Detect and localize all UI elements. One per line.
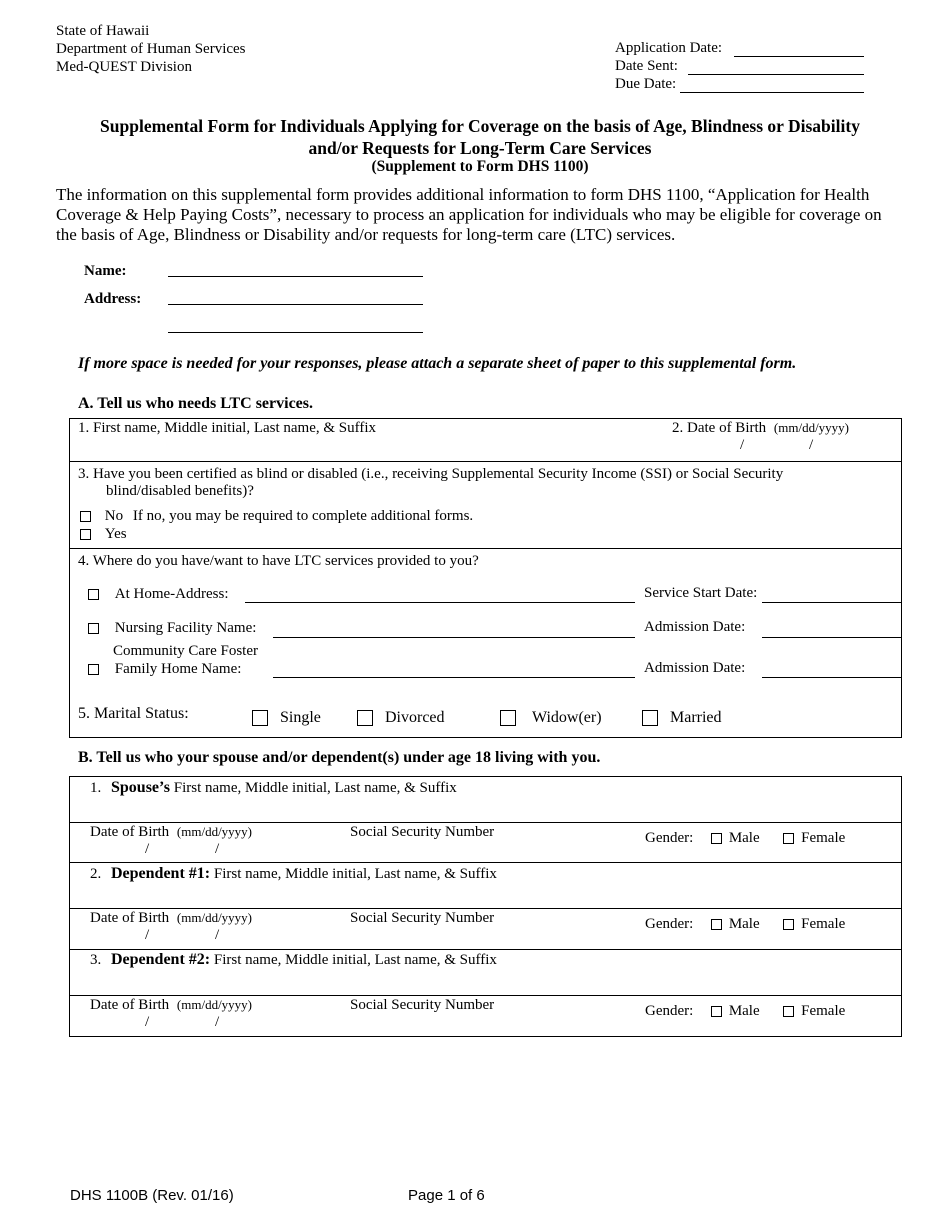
intro-paragraph — [56, 185, 882, 245]
row-divider — [70, 862, 901, 863]
q3-line-1: 3. Have you been certified as blind or disabled (i.e., receiving Supplemental Security Income (SSI) or Social Security — [78, 466, 784, 482]
spouse-bold-label: Spouse’s — [111, 779, 170, 796]
marital-option-married[interactable] — [642, 709, 722, 727]
dob-label: Date of Birth — [90, 997, 170, 1013]
admission-label-1: Admission Date: — [644, 619, 746, 635]
dependent-1-number: 2. — [90, 866, 102, 882]
address-field-line-2[interactable] — [168, 332, 423, 333]
title-line-1: Supplemental Form for Individuals Applying for Coverage on the basis of Age, Blindness or Disability — [100, 116, 860, 136]
agency-block — [56, 22, 246, 76]
agency-state: State of Hawaii — [56, 23, 150, 39]
intro-line-3: the basis of Age, Blindness or Disability and/or requests for long-term care (LTC) services. — [56, 225, 676, 244]
gender-label: Gender: — [645, 830, 694, 846]
due-date-field[interactable] — [680, 92, 864, 93]
q3-yes-label: Yes — [104, 526, 127, 542]
address-field-line-1[interactable] — [168, 304, 423, 305]
row-divider — [70, 548, 901, 549]
female-label: Female — [801, 830, 846, 846]
application-date-field[interactable] — [734, 56, 864, 57]
q3-no-label: No — [104, 508, 124, 524]
dependent-1-dob-label — [90, 910, 252, 927]
dependent-2-name-label — [90, 951, 497, 969]
q5-label: 5. Marital Status: — [78, 705, 189, 722]
dependent-1-male-checkbox[interactable] — [711, 919, 722, 930]
divorced-label: Divorced — [385, 709, 445, 726]
foster-option[interactable] — [88, 661, 241, 678]
widower-checkbox[interactable] — [500, 710, 516, 726]
widower-label: Widow(er) — [532, 709, 602, 726]
form-id: DHS 1100B (Rev. 01/16) — [70, 1187, 234, 1204]
dob-format: (mm/dd/yyyy) — [176, 824, 253, 839]
divorced-checkbox[interactable] — [357, 710, 373, 726]
date-sent-field[interactable] — [688, 74, 864, 75]
spouse-ssn-label: Social Security Number — [350, 824, 495, 840]
q3-option-yes[interactable] — [80, 526, 127, 543]
spouse-number: 1. — [90, 780, 102, 796]
space-note: If more space is needed for your responses, please attach a separate sheet of paper to this supplemental form. — [78, 355, 797, 372]
q3-question — [78, 466, 783, 500]
q2-dob-format: (mm/dd/yyyy) — [773, 420, 850, 435]
dependent-1-dob-slash-1: / — [145, 927, 150, 943]
q2-slash-1: / — [740, 437, 745, 453]
q2-label — [672, 420, 849, 437]
q3-option-no[interactable] — [80, 508, 473, 525]
page-number: Page 1 of 6 — [408, 1187, 485, 1204]
row-divider — [70, 995, 901, 996]
section-a-heading: A. Tell us who needs LTC services. — [78, 395, 313, 412]
home-label: At Home-Address: — [114, 586, 229, 602]
intro-line-2: Coverage & Help Paying Costs”, necessary to process an application for individuals who may be eligible for coverage on — [56, 205, 882, 224]
address-label: Address: — [84, 291, 142, 307]
section-b-table — [69, 776, 902, 1037]
dependent-2-female-checkbox[interactable] — [783, 1006, 794, 1017]
due-date-label: Due Date: — [615, 76, 677, 92]
title-line-2: and/or Requests for Long-Term Care Services — [308, 138, 652, 158]
dependent-2-dob-slash-1: / — [145, 1014, 150, 1030]
foster-label-line-2: Family Home Name: — [114, 661, 242, 677]
spouse-dob-slash-2: / — [215, 841, 220, 857]
spouse-name-label — [90, 779, 457, 797]
admission-date-field-2[interactable] — [762, 677, 902, 678]
agency-department: Department of Human Services — [56, 41, 246, 57]
marital-option-divorced[interactable] — [357, 709, 445, 727]
row-divider — [70, 822, 901, 823]
q3-no-checkbox[interactable] — [80, 511, 91, 522]
nursing-option[interactable] — [88, 620, 256, 637]
row-divider — [70, 908, 901, 909]
female-label: Female — [801, 916, 846, 932]
dob-label: Date of Birth — [90, 824, 170, 840]
foster-home-field[interactable] — [273, 677, 635, 678]
dependent-1-female-checkbox[interactable] — [783, 919, 794, 930]
dependent-1-name-label — [90, 865, 497, 883]
home-checkbox[interactable] — [88, 589, 99, 600]
admission-label-2: Admission Date: — [644, 660, 746, 676]
dependent-1-name-hint: First name, Middle initial, Last name, & Suffix — [213, 866, 497, 882]
q3-no-note: If no, you may be required to complete additional forms. — [132, 508, 474, 524]
male-label: Male — [728, 916, 760, 932]
gender-label: Gender: — [645, 916, 694, 932]
female-label: Female — [801, 1003, 846, 1019]
agency-division: Med-QUEST Division — [56, 59, 192, 75]
spouse-gender — [645, 830, 845, 847]
nursing-label: Nursing Facility Name: — [114, 620, 257, 636]
service-start-field[interactable] — [762, 602, 902, 603]
name-label: Name: — [84, 263, 127, 279]
application-date-label: Application Date: — [615, 40, 723, 56]
home-address-field[interactable] — [245, 602, 635, 603]
spouse-dob-label — [90, 824, 252, 841]
q3-line-2: blind/disabled benefits)? — [106, 483, 254, 499]
gender-label: Gender: — [645, 1003, 694, 1019]
dependent-1-ssn-label: Social Security Number — [350, 910, 495, 926]
dob-label: Date of Birth — [90, 910, 170, 926]
marital-option-single[interactable] — [252, 709, 321, 727]
q4-question: 4. Where do you have/want to have LTC services provided to you? — [78, 553, 479, 569]
dependent-1-dob-slash-2: / — [215, 927, 220, 943]
dependent-2-male-checkbox[interactable] — [711, 1006, 722, 1017]
page-title — [40, 115, 920, 159]
service-start-label: Service Start Date: — [644, 585, 758, 601]
spouse-female-checkbox[interactable] — [783, 833, 794, 844]
dependent-1-gender — [645, 916, 845, 933]
q2-slash-2: / — [809, 437, 814, 453]
single-checkbox[interactable] — [252, 710, 268, 726]
spouse-male-checkbox[interactable] — [711, 833, 722, 844]
dob-format: (mm/dd/yyyy) — [176, 997, 253, 1012]
q3-yes-checkbox[interactable] — [80, 529, 91, 540]
q1-label: 1. First name, Middle initial, Last name, & Suffix — [78, 420, 377, 436]
spouse-dob-slash-1: / — [145, 841, 150, 857]
home-option[interactable] — [88, 586, 228, 603]
married-label: Married — [670, 709, 722, 726]
row-divider — [70, 461, 901, 462]
dependent-2-gender — [645, 1003, 845, 1020]
section-a-table — [69, 418, 902, 738]
section-b-heading: B. Tell us who your spouse and/or dependent(s) under age 18 living with you. — [78, 749, 601, 766]
q2-dob-label: 2. Date of Birth — [672, 420, 767, 436]
dob-format: (mm/dd/yyyy) — [176, 910, 253, 925]
dependent-2-ssn-label: Social Security Number — [350, 997, 495, 1013]
male-label: Male — [728, 1003, 760, 1019]
dependent-2-bold-label: Dependent #2: — [111, 951, 211, 968]
spouse-name-hint: First name, Middle initial, Last name, & Suffix — [173, 780, 457, 796]
foster-checkbox[interactable] — [88, 664, 99, 675]
intro-line-1: The information on this supplemental form provides additional information to form DHS 1100, “Application for Health — [56, 185, 870, 204]
married-checkbox[interactable] — [642, 710, 658, 726]
dependent-2-name-hint: First name, Middle initial, Last name, & Suffix — [213, 952, 497, 968]
admission-date-field-1[interactable] — [762, 637, 902, 638]
dependent-1-bold-label: Dependent #1: — [111, 865, 211, 882]
name-field[interactable] — [168, 276, 423, 277]
date-sent-label: Date Sent: — [615, 58, 678, 74]
dependent-2-number: 3. — [90, 952, 102, 968]
single-label: Single — [280, 709, 321, 726]
nursing-facility-field[interactable] — [273, 637, 635, 638]
dependent-2-dob-label — [90, 997, 252, 1014]
row-divider — [70, 949, 901, 950]
dependent-2-dob-slash-2: / — [215, 1014, 220, 1030]
page-subtitle: (Supplement to Form DHS 1100) — [371, 158, 589, 175]
marital-option-widower[interactable] — [500, 709, 602, 727]
foster-label-line-1: Community Care Foster — [113, 643, 258, 659]
nursing-checkbox[interactable] — [88, 623, 99, 634]
male-label: Male — [728, 830, 760, 846]
